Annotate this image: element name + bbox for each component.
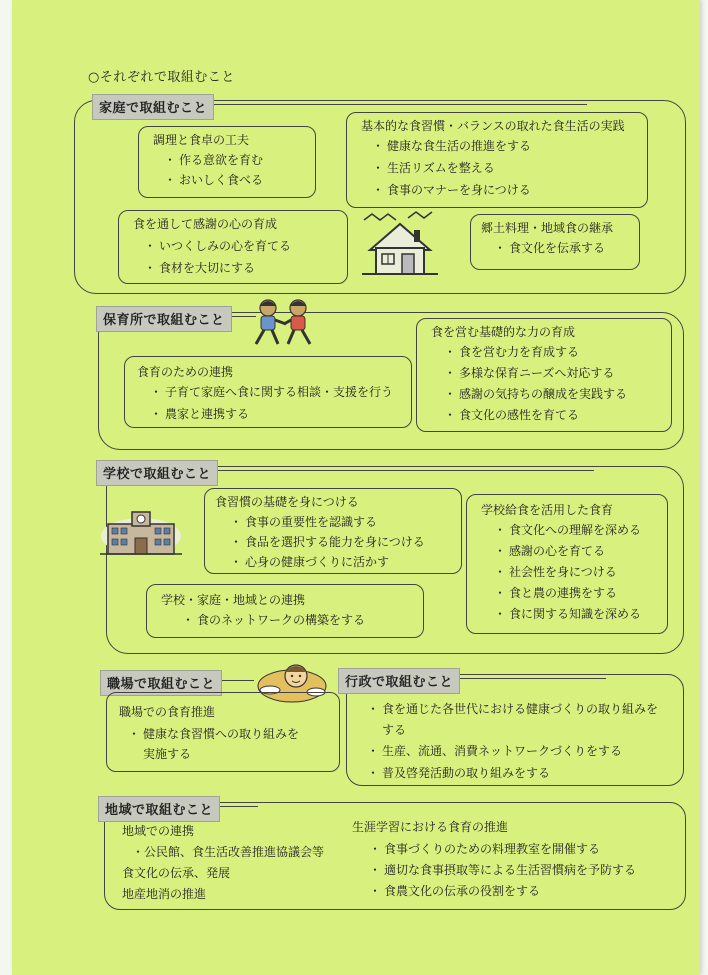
list-item: ・ 普及啓発活動の取り組みをする <box>366 766 551 780</box>
list-item: ・ 心身の健康づくりに活かす <box>229 555 390 569</box>
home-box-gratitude <box>118 210 348 284</box>
list-item: ・ 作る意欲を育む <box>163 153 264 167</box>
school-label: 学校で取組むこと <box>96 460 218 486</box>
list-item: ・ 食と農の連携をする <box>493 586 618 600</box>
home-label-line <box>207 104 587 105</box>
list-item: ・ 食事の重要性を認識する <box>229 515 378 529</box>
list-item: ・ 食農文化の伝承の役割をする <box>368 884 541 898</box>
community-line-3: 食文化の伝承、発展 <box>122 866 231 880</box>
children-icon <box>246 296 322 348</box>
nursery-box-cooperation <box>124 356 412 428</box>
school-box-habits <box>204 488 462 574</box>
box-title: 学校給食を活用した食育 <box>481 503 614 517</box>
box-title: 食育のための連携 <box>137 365 234 379</box>
main-title: ○それぞれで取組むこと <box>88 70 235 85</box>
list-item: ・ 食事づくりのための料理教室を開催する <box>368 842 601 856</box>
community-line-1: 地域での連携 <box>122 824 195 838</box>
community-label-line <box>218 806 258 807</box>
list-item: ・ 食のネットワークの構築をする <box>181 613 366 627</box>
box-title: 郷土料理・地域食の継承 <box>481 221 614 235</box>
list-item: ・ 食を通じた各世代における健康づくりの取り組みを <box>366 702 659 716</box>
home-box-local-food <box>470 214 640 270</box>
list-item: ・ 食材を大切にする <box>143 261 256 275</box>
home-box-cooking <box>138 126 316 198</box>
workplace-label: 職場で取組むこと <box>100 670 222 696</box>
list-item: ・ 生産、流通、消費ネットワークづくりをする <box>366 744 623 758</box>
list-item: ・ 社会性を身につける <box>493 565 617 579</box>
list-item: ・ 生活リズムを整える <box>371 161 495 175</box>
list-item: ・ 食文化を伝承する <box>493 241 606 255</box>
list-item: ・ いつくしみの心を育てる <box>143 239 292 253</box>
admin-label: 行政で取組むこと <box>338 668 460 694</box>
home-label: 家庭で取組むこと <box>92 94 214 120</box>
box-title: 職場での食育推進 <box>119 705 216 719</box>
list-item: ・ 感謝の心を育てる <box>493 544 606 558</box>
list-item: ・ 健康な食習慣への取り組みを <box>127 727 300 741</box>
list-item: ・ 食文化への理解を深める <box>493 523 642 537</box>
home-box-habits <box>346 112 648 208</box>
school-box-lunch <box>466 494 668 634</box>
list-item: ・ 食事のマナーを身につける <box>371 183 531 197</box>
list-item-continued: する <box>382 723 407 737</box>
school-label-line <box>214 470 594 471</box>
school-box-cooperation <box>146 584 424 638</box>
box-title: 基本的な食習慣・バランスの取れた食生活の実践 <box>361 119 625 133</box>
nursery-box-foundation <box>416 318 672 432</box>
list-item: ・ 適切な食事摂取等による生活習慣病を予防する <box>368 863 637 877</box>
list-item: ・ 感謝の気持ちの醸成を実践する <box>443 387 628 401</box>
list-item: ・ おいしく食べる <box>163 173 264 187</box>
nursery-label: 保育所で取組むこと <box>96 306 232 332</box>
list-item-continued: 実施する <box>143 747 192 761</box>
workplace-box <box>106 692 340 772</box>
community-lifelong-title: 生涯学習における食育の推進 <box>352 820 509 834</box>
workplace-label-line <box>218 680 254 681</box>
school-building-icon <box>100 506 182 558</box>
list-item: ・ 子育て家庭へ食に関する相談・支援を行う <box>149 385 394 399</box>
list-item: ・ 食を営む力を育成する <box>443 345 580 359</box>
house-icon <box>360 210 440 278</box>
community-line-4: 地産地消の推進 <box>122 887 207 901</box>
community-label: 地域で取組むこと <box>98 796 220 822</box>
list-item: ・ 農家と連携する <box>149 407 250 421</box>
document-page <box>12 0 700 975</box>
box-title: 学校・家庭・地域との連携 <box>161 593 306 607</box>
list-item: ・ 多様な保育ニーズへ対応する <box>443 366 615 380</box>
community-line-2: ・公民館、食生活改善推進協議会等 <box>132 845 325 859</box>
box-title: 食を通して感謝の心の育成 <box>133 217 278 231</box>
box-title: 調理と食卓の工夫 <box>153 133 250 147</box>
list-item: ・ 健康な食生活の推進をする <box>371 139 532 153</box>
admin-label-line <box>456 678 606 679</box>
list-item: ・ 食に関する知識を深める <box>493 607 642 621</box>
box-title: 食を営む基礎的な力の育成 <box>431 325 576 339</box>
list-item: ・ 食文化の感性を育てる <box>443 408 580 422</box>
box-title: 食習慣の基礎を身につける <box>215 495 359 509</box>
list-item: ・ 食品を選択する能力を身につける <box>229 535 425 549</box>
